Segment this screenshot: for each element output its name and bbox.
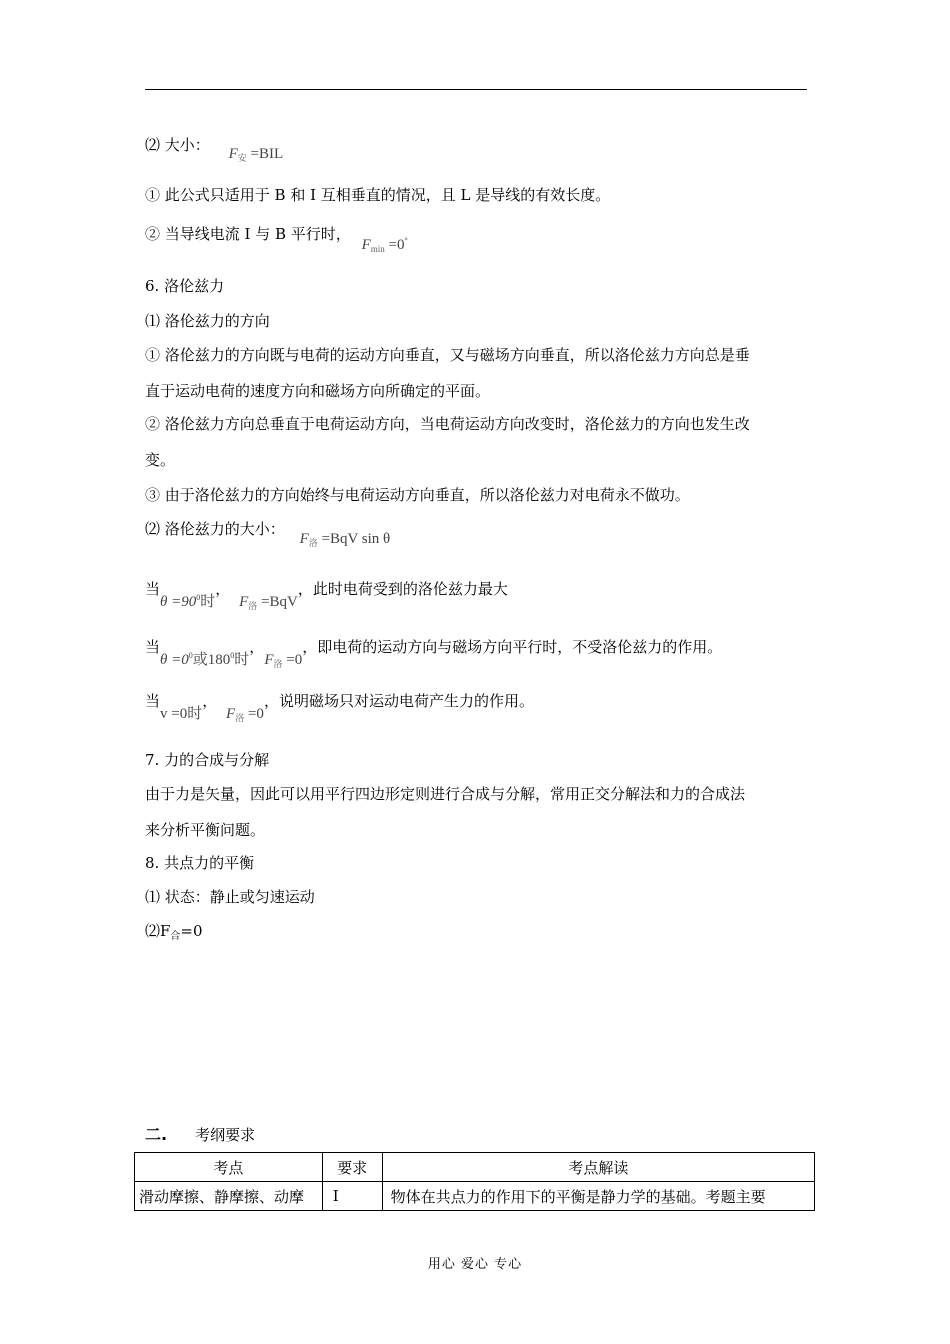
formula: $F_安 =BIL$ <box>228 146 284 163</box>
text-line: 直于运动电荷的速度方向和磁场方向所确定的平面。 <box>145 382 491 400</box>
text-line: ③ 由于洛伦兹力的方向始终与电荷运动方向垂直，所以洛伦兹力对电荷永不做功。 <box>145 486 690 504</box>
formula: $F_洛 =0$ <box>226 706 264 723</box>
syllabus-table <box>134 1152 815 1211</box>
section-title: 考纲要求 <box>195 1126 256 1144</box>
text-line: ② 洛伦兹力方向总垂直于电荷运动方向，当电荷运动方向改变时，洛伦兹力的方向也发生改 <box>145 415 750 433</box>
section-2-heading <box>145 1122 255 1145</box>
table-cell: 滑动摩擦、静摩擦、动摩 <box>135 1182 323 1211</box>
table-header: 要求 <box>322 1153 382 1182</box>
text-line: 由于力是矢量，因此可以用平行四边形定则进行合成与分解，常用正交分解法和力的合成法 <box>145 785 746 803</box>
text-line: ① 此公式只适用于 B 和 I 互相垂直的情况，且 L 是导线的有效长度。 <box>145 186 611 204</box>
text-line: 当$\theta =90^0$时， $F_洛 =BqV$，此时电荷受到的洛伦兹力最大 <box>145 580 508 611</box>
text-line: ⑴ 状态：静止或匀速运动 <box>145 888 315 906</box>
formula: $F_洛 =BqV$ sin θ <box>299 531 391 548</box>
table-header: 考点 <box>135 1153 323 1182</box>
table-cell: Ⅰ <box>322 1182 382 1211</box>
text-line: ① 洛伦兹力的方向既与电荷的运动方向垂直，又与磁场方向垂直，所以洛伦兹力方向总是垂 <box>145 346 750 364</box>
table-header: 考点解读 <box>382 1153 814 1182</box>
text-line: 当v =0时， $F_洛 =0$，说明磁场只对运动电荷产生力的作用。 <box>145 692 534 723</box>
text-line: ② 当导线电流 I 与 B 平行时， $F_{min} =0^\circ$ <box>145 225 408 254</box>
text-line: ⑵ 大小： $F_安 =BIL$ <box>145 136 284 163</box>
formula: $\theta =90^0$时 <box>160 593 216 610</box>
formula: $F_洛 =BqV$ <box>239 594 298 611</box>
page-footer: 用心 爱心 专心 <box>427 1257 523 1272</box>
table-cell: 物体在共点力的作用下的平衡是静力学的基础。考题主要 <box>382 1182 814 1211</box>
section-heading: 8. 共点力的平衡 <box>145 854 255 872</box>
section-number: 二. <box>145 1125 168 1144</box>
formula: $F_洛 =0$ <box>264 652 303 669</box>
formula: v =0时 <box>160 706 203 722</box>
text-line: $⑵F_合=0$ <box>145 922 203 942</box>
section-heading: 7. 力的合成与分解 <box>145 751 270 769</box>
text-line: 变。 <box>145 451 176 469</box>
text-line: ⑴ 洛伦兹力的方向 <box>145 312 270 330</box>
formula: $\theta =0^0$或$180^0$时 <box>160 651 250 668</box>
table-header-row <box>135 1153 815 1182</box>
text-line: 来分析平衡问题。 <box>145 821 266 839</box>
section-heading: 6. 洛伦兹力 <box>145 277 225 295</box>
text-line: ⑵ 洛伦兹力的大小： $F_洛 =BqV$ sin θ <box>145 520 391 548</box>
text-line: 当$\theta =0^0$或$180^0$时，$F_洛 =0$，即电荷的运动方向与磁场方向平行时，不受洛伦兹力的作用。 <box>145 638 723 669</box>
table-row <box>135 1182 815 1211</box>
formula: $F_{min} =0^\circ$ <box>361 236 408 254</box>
header-rule <box>145 89 807 90</box>
